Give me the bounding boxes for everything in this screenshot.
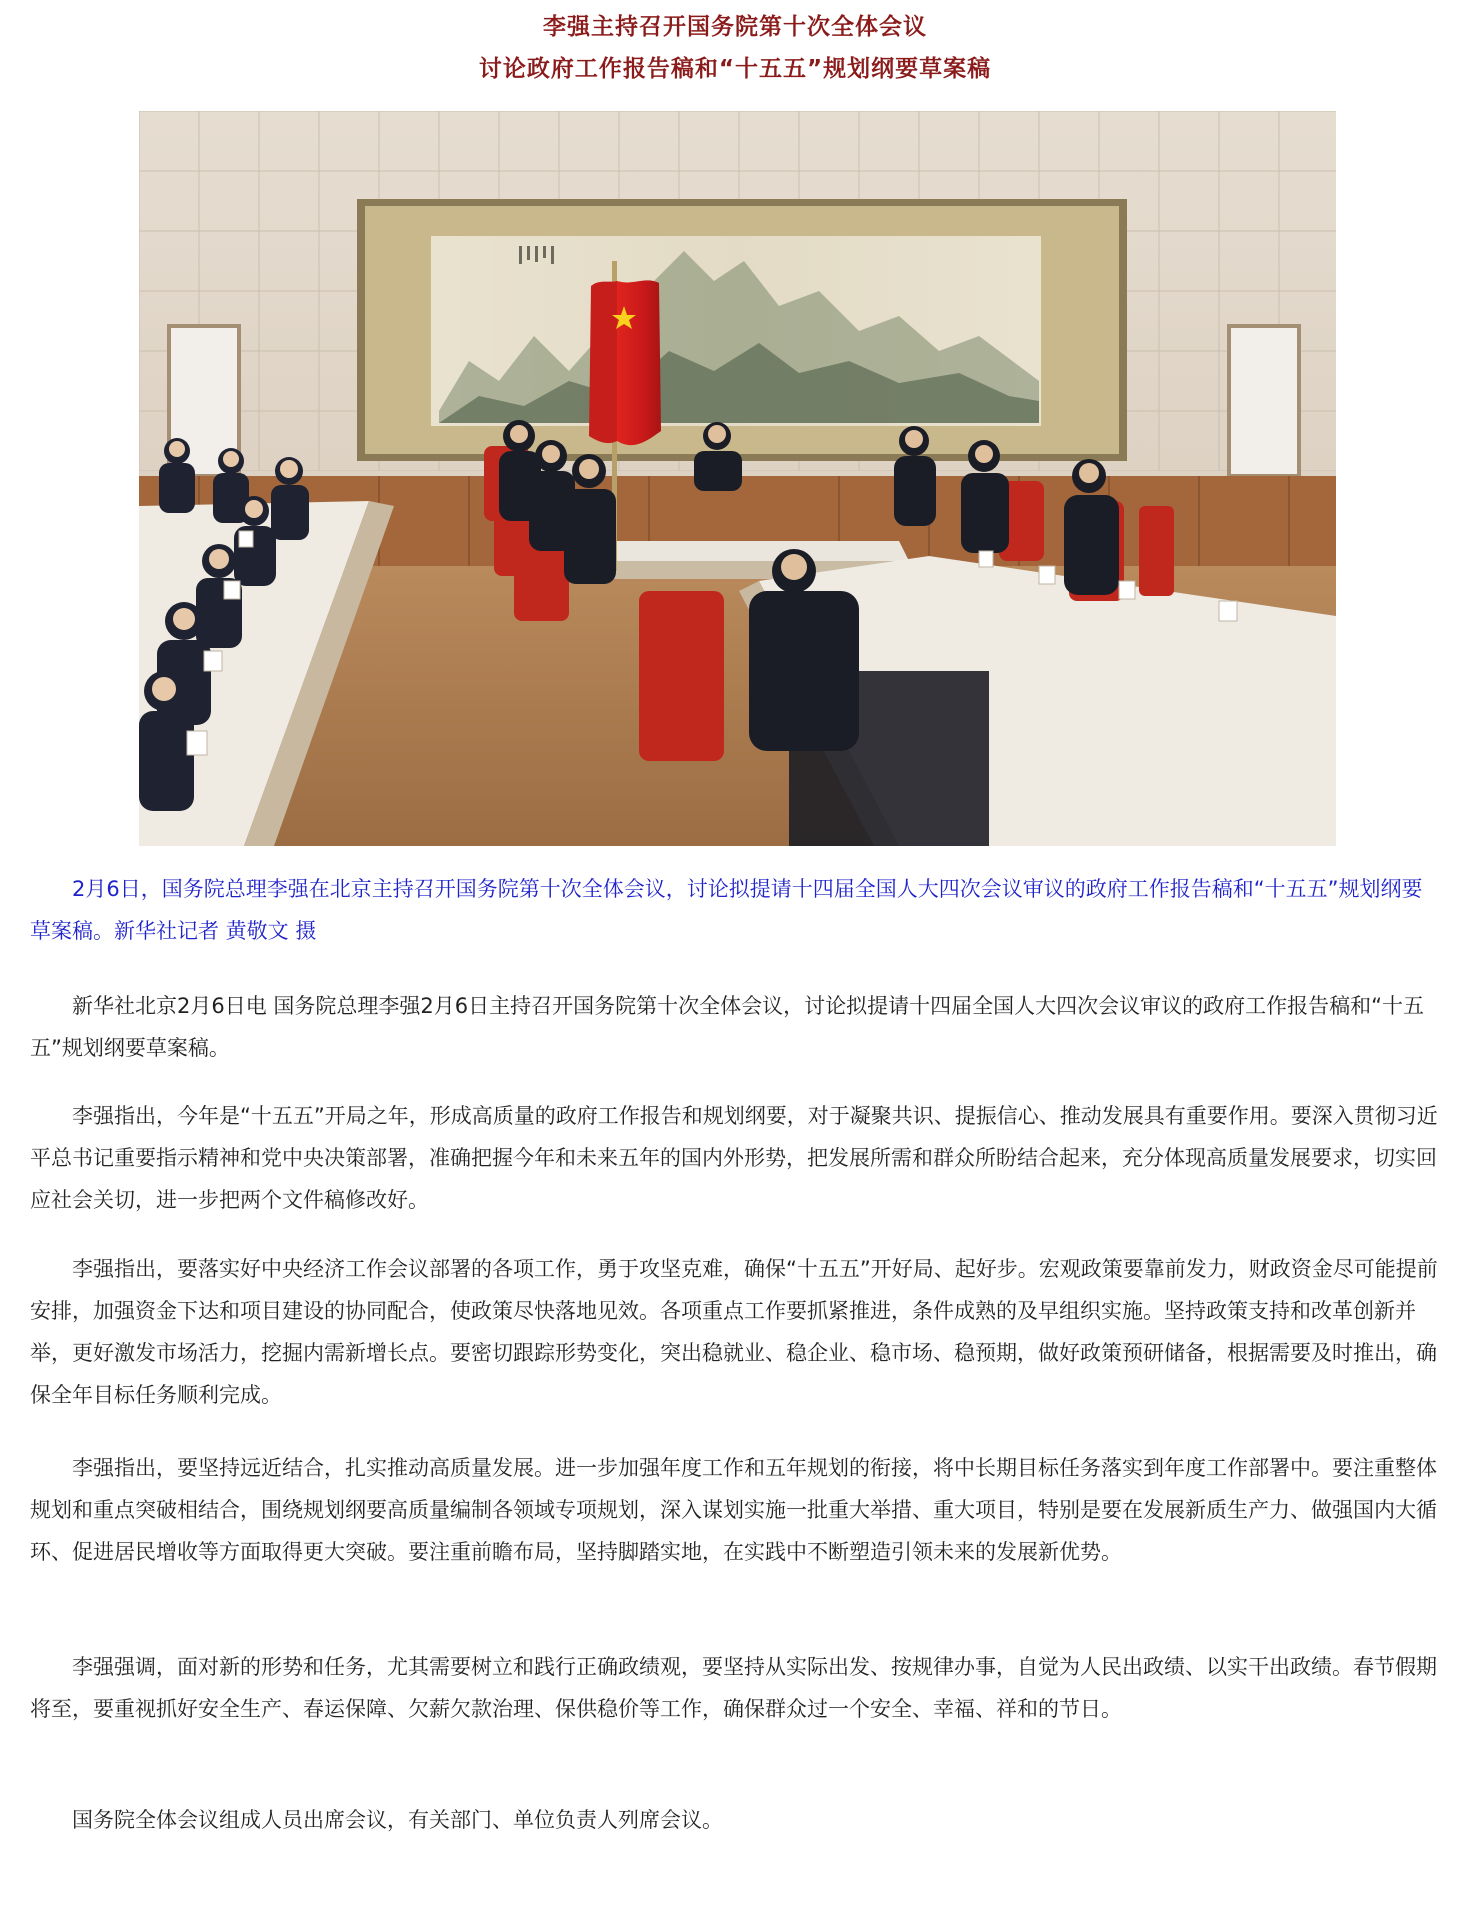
article-paragraph: 李强强调，面对新的形势和任务，尤其需要树立和践行正确政绩观，要坚持从实际出发、按规律办事，自觉为人民出政绩、以实干出政绩。春节假期将至，要重视抓好安全生产、春运保障、欠薪欠款治理、保供稳价等工作，确保群众过一个安全、幸福、祥和的节日。 (30, 1655, 1437, 1721)
article-paragraph: 李强指出，今年是“十五五”开局之年，形成高质量的政府工作报告和规划纲要，对于凝聚共识、提振信心、推动发展具有重要作用。要深入贯彻习近平总书记重要指示精神和党中央决策部署，准确把握今年和未来五年的国内外形势，把发展所需和群众所盼结合起来，充分体现高质量发展要求，切实回应社会关切，进一步把两个文件稿修改好。 (30, 1104, 1438, 1212)
article-title-line1: 李强主持召开国务院第十次全体会议 (543, 14, 927, 40)
photo-caption: 2月6日，国务院总理李强在北京主持召开国务院第十次全体会议，讨论拟提请十四届全国人大四次会议审议的政府工作报告稿和“十五五”规划纲要草案稿。新华社记者 黄敬文 摄 (30, 877, 1423, 943)
article-paragraph: 李强指出，要落实好中央经济工作会议部署的各项工作，勇于攻坚克难，确保“十五五”开好局、起好步。宏观政策要靠前发力，财政资金尽可能提前安排，加强资金下达和项目建设的协同配合，使政策尽快落地见效。各项重点工作要抓紧推进，条件成熟的及早组织实施。坚持政策支持和改革创新并举，更好激发市场活力，挖掘内需新增长点。要密切跟踪形势变化，突出稳就业、稳企业、稳市场、稳预期，做好政策预研储备，根据需要及时推出，确保全年目标任务顺利完成。 (30, 1257, 1438, 1407)
article-paragraph: 李强指出，要坚持远近结合，扎实推动高质量发展。进一步加强年度工作和五年规划的衔接，将中长期目标任务落实到年度工作部署中。要注重整体规划和重点突破相结合，围绕规划纲要高质量编制各领域专项规划，深入谋划实施一批重大举措、重大项目，特别是要在发展新质生产力、做强国内大循环、促进居民增收等方面取得更大突破。要注重前瞻布局，坚持脚踏实地，在实践中不断塑造引领未来的发展新优势。 (30, 1456, 1437, 1564)
meeting-photo (139, 111, 1336, 846)
article-paragraph: 国务院全体会议组成人员出席会议，有关部门、单位负责人列席会议。 (72, 1808, 723, 1832)
article-paragraph: 新华社北京2月6日电 国务院总理李强2月6日主持召开国务院第十次全体会议，讨论拟提请十四届全国人大四次会议审议的政府工作报告稿和“十五五”规划纲要草案稿。 (30, 994, 1424, 1060)
article-title-line2: 讨论政府工作报告稿和“十五五”规划纲要草案稿 (478, 56, 992, 82)
